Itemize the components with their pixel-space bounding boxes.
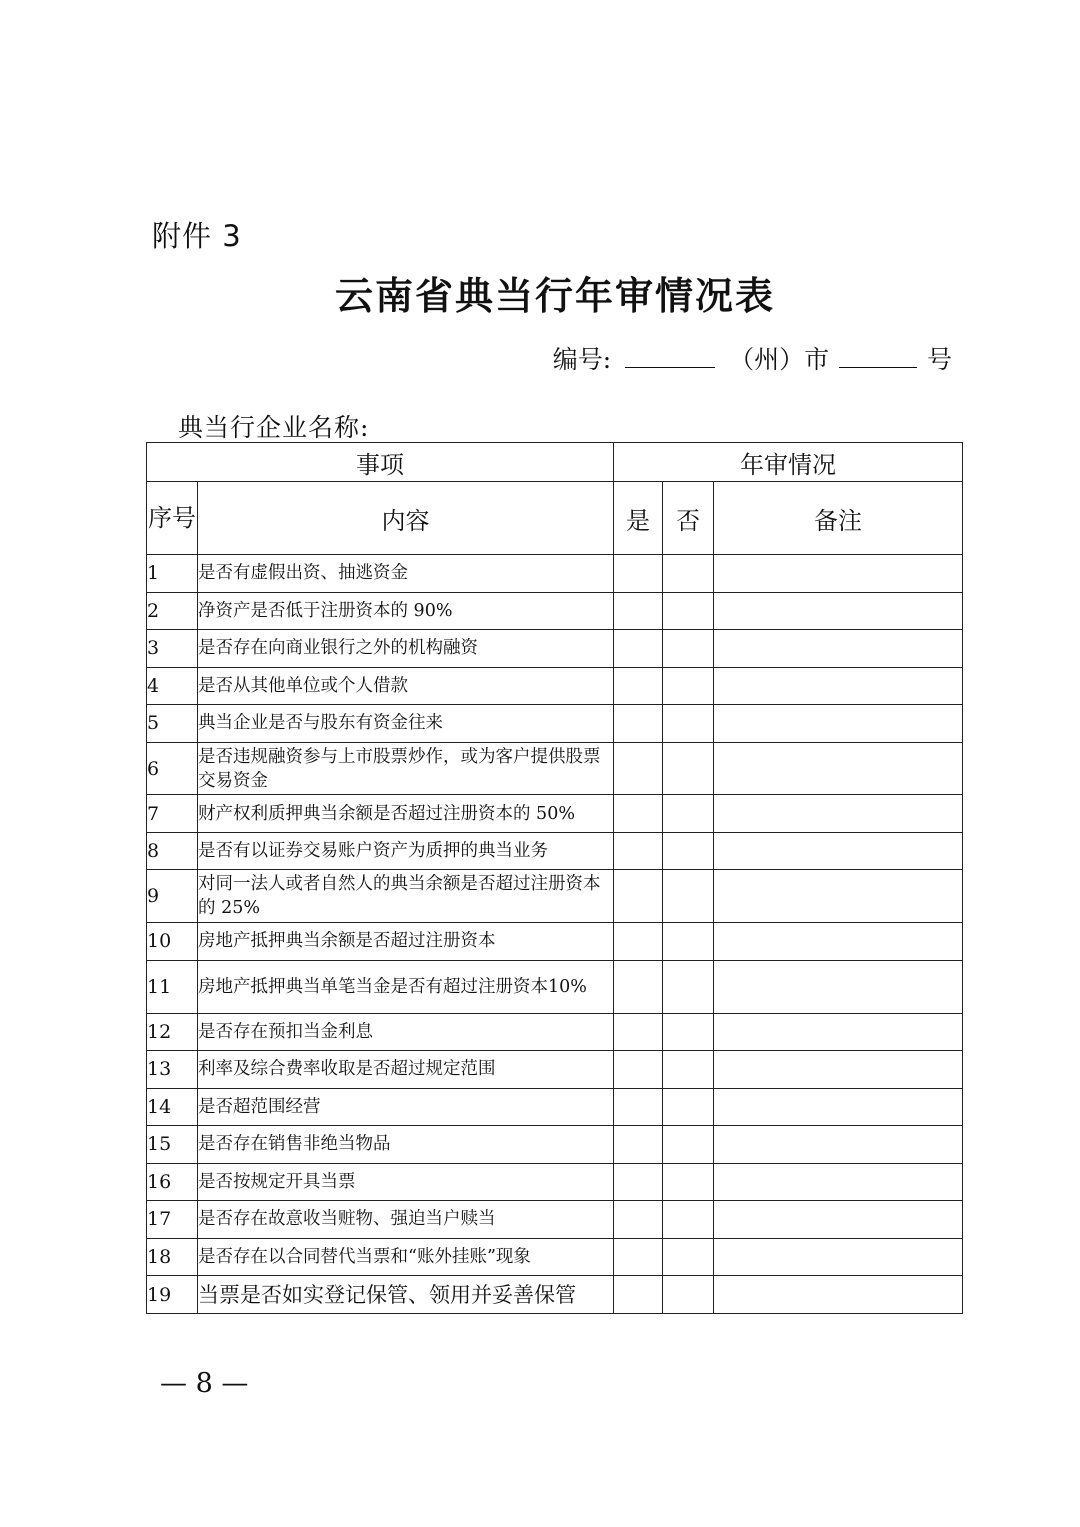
yes-cell[interactable] bbox=[614, 832, 663, 870]
table-row bbox=[147, 1126, 963, 1164]
attachment-label: 附件 3 bbox=[152, 219, 242, 253]
remarks-cell[interactable] bbox=[714, 705, 963, 743]
table-row bbox=[147, 1238, 963, 1276]
yes-cell[interactable] bbox=[614, 1126, 663, 1164]
yes-cell[interactable] bbox=[614, 1238, 663, 1276]
yes-cell[interactable] bbox=[614, 1276, 663, 1314]
row-number: 8 bbox=[147, 832, 198, 870]
yes-cell[interactable] bbox=[614, 592, 663, 630]
no-cell[interactable] bbox=[663, 667, 714, 705]
remarks-cell[interactable] bbox=[714, 960, 963, 1013]
yes-cell[interactable] bbox=[614, 1051, 663, 1089]
no-cell[interactable] bbox=[663, 795, 714, 833]
no-cell[interactable] bbox=[663, 1051, 714, 1089]
no-cell[interactable] bbox=[663, 742, 714, 795]
no-cell[interactable] bbox=[663, 832, 714, 870]
table-row bbox=[147, 1163, 963, 1201]
table-body bbox=[147, 555, 963, 1314]
row-content: 是否按规定开具当票 bbox=[198, 1163, 614, 1201]
row-number: 17 bbox=[147, 1201, 198, 1239]
row-number: 13 bbox=[147, 1051, 198, 1089]
no-cell[interactable] bbox=[663, 592, 714, 630]
document-title: 云南省典当行年审情况表 bbox=[334, 273, 775, 318]
remarks-cell[interactable] bbox=[714, 1051, 963, 1089]
remarks-cell[interactable] bbox=[714, 870, 963, 923]
table-row bbox=[147, 1201, 963, 1239]
row-content: 房地产抵押典当余额是否超过注册资本 bbox=[198, 923, 614, 961]
annual-review-table bbox=[146, 442, 963, 1314]
remarks-cell[interactable] bbox=[714, 1126, 963, 1164]
annual-review-group-header: 年审情况 bbox=[614, 443, 963, 482]
row-number: 1 bbox=[147, 555, 198, 593]
row-number: 9 bbox=[147, 870, 198, 923]
numbering-line bbox=[553, 340, 952, 376]
row-content: 对同一法人或者自然人的典当余额是否超过注册资本的 25% bbox=[198, 870, 614, 923]
remarks-cell[interactable] bbox=[714, 795, 963, 833]
yes-cell[interactable] bbox=[614, 870, 663, 923]
remarks-cell[interactable] bbox=[714, 1163, 963, 1201]
row-content: 典当企业是否与股东有资金往来 bbox=[198, 705, 614, 743]
row-content: 利率及综合费率收取是否超过规定范围 bbox=[198, 1051, 614, 1089]
remarks-cell[interactable] bbox=[714, 592, 963, 630]
no-cell[interactable] bbox=[663, 1201, 714, 1239]
table-row bbox=[147, 1088, 963, 1126]
row-number: 7 bbox=[147, 795, 198, 833]
row-content: 当票是否如实登记保管、领用并妥善保管 bbox=[198, 1276, 614, 1314]
table-row bbox=[147, 592, 963, 630]
table-row bbox=[147, 795, 963, 833]
row-number: 11 bbox=[147, 960, 198, 1013]
yes-cell[interactable] bbox=[614, 1013, 663, 1051]
row-number: 19 bbox=[147, 1276, 198, 1314]
no-column-header: 否 bbox=[663, 482, 714, 555]
remarks-cell[interactable] bbox=[714, 742, 963, 795]
items-group-header: 事项 bbox=[147, 443, 614, 482]
state-blank[interactable] bbox=[625, 345, 715, 368]
company-name-label: 典当行企业名称: bbox=[178, 413, 370, 442]
table-row bbox=[147, 1051, 963, 1089]
no-cell[interactable] bbox=[663, 1088, 714, 1126]
row-number: 16 bbox=[147, 1163, 198, 1201]
remarks-cell[interactable] bbox=[714, 555, 963, 593]
table-row bbox=[147, 705, 963, 743]
row-content: 是否超范围经营 bbox=[198, 1088, 614, 1126]
table-row bbox=[147, 960, 963, 1013]
no-cell[interactable] bbox=[663, 630, 714, 668]
yes-cell[interactable] bbox=[614, 795, 663, 833]
numbering-state-label: （州）市 bbox=[729, 345, 830, 374]
row-number: 14 bbox=[147, 1088, 198, 1126]
remarks-cell[interactable] bbox=[714, 923, 963, 961]
row-number: 15 bbox=[147, 1126, 198, 1164]
yes-cell[interactable] bbox=[614, 705, 663, 743]
row-number: 6 bbox=[147, 742, 198, 795]
row-content: 净资产是否低于注册资本的 90% bbox=[198, 592, 614, 630]
remarks-cell[interactable] bbox=[714, 667, 963, 705]
row-number: 4 bbox=[147, 667, 198, 705]
table-row bbox=[147, 1276, 963, 1314]
remarks-cell[interactable] bbox=[714, 832, 963, 870]
no-cell[interactable] bbox=[663, 870, 714, 923]
no-cell[interactable] bbox=[663, 555, 714, 593]
yes-cell[interactable] bbox=[614, 1088, 663, 1126]
row-content: 是否有以证券交易账户资产为质押的典当业务 bbox=[198, 832, 614, 870]
row-number: 10 bbox=[147, 923, 198, 961]
numbering-prefix: 编号: bbox=[552, 345, 612, 374]
yes-cell[interactable] bbox=[614, 1163, 663, 1201]
row-number: 3 bbox=[147, 630, 198, 668]
row-content: 是否有虚假出资、抽逃资金 bbox=[198, 555, 614, 593]
no-cell[interactable] bbox=[663, 1163, 714, 1201]
table-row bbox=[147, 555, 963, 593]
no-cell[interactable] bbox=[663, 923, 714, 961]
row-content: 是否存在预扣当金利息 bbox=[198, 1013, 614, 1051]
page-number: — 8 — bbox=[160, 1368, 249, 1399]
remarks-cell[interactable] bbox=[714, 1201, 963, 1239]
row-content: 是否违规融资参与上市股票炒作，或为客户提供股票交易资金 bbox=[198, 742, 614, 795]
table-row bbox=[147, 870, 963, 923]
row-content: 财产权利质押典当余额是否超过注册资本的 50% bbox=[198, 795, 614, 833]
row-content: 是否存在故意收当赃物、强迫当户赎当 bbox=[198, 1201, 614, 1239]
remarks-cell[interactable] bbox=[714, 1276, 963, 1314]
table-row bbox=[147, 832, 963, 870]
row-number: 5 bbox=[147, 705, 198, 743]
yes-cell[interactable] bbox=[614, 960, 663, 1013]
remarks-cell[interactable] bbox=[714, 1238, 963, 1276]
row-content: 房地产抵押典当单笔当金是否有超过注册资本10% bbox=[198, 960, 614, 1013]
row-content: 是否从其他单位或个人借款 bbox=[198, 667, 614, 705]
yes-cell[interactable] bbox=[614, 667, 663, 705]
yes-column-header: 是 bbox=[614, 482, 663, 555]
no-cell[interactable] bbox=[663, 1013, 714, 1051]
no-cell[interactable] bbox=[663, 1126, 714, 1164]
no-cell[interactable] bbox=[663, 705, 714, 743]
yes-cell[interactable] bbox=[614, 742, 663, 795]
yes-cell[interactable] bbox=[614, 1201, 663, 1239]
yes-cell[interactable] bbox=[614, 630, 663, 668]
numbering-suffix: 号 bbox=[926, 345, 952, 374]
table-row bbox=[147, 1013, 963, 1051]
row-content: 是否存在向商业银行之外的机构融资 bbox=[198, 630, 614, 668]
row-number: 18 bbox=[147, 1238, 198, 1276]
number-blank[interactable] bbox=[839, 345, 917, 368]
table-row bbox=[147, 923, 963, 961]
table-row bbox=[147, 667, 963, 705]
table-row bbox=[147, 742, 963, 795]
yes-cell[interactable] bbox=[614, 555, 663, 593]
remarks-cell[interactable] bbox=[714, 1088, 963, 1126]
row-number: 12 bbox=[147, 1013, 198, 1051]
yes-cell[interactable] bbox=[614, 923, 663, 961]
no-cell[interactable] bbox=[663, 1238, 714, 1276]
table-row bbox=[147, 630, 963, 668]
row-content: 是否存在销售非绝当物品 bbox=[198, 1126, 614, 1164]
no-cell[interactable] bbox=[663, 960, 714, 1013]
remarks-column-header: 备注 bbox=[714, 482, 963, 555]
content-column-header: 内容 bbox=[198, 482, 614, 555]
seq-column-header: 序号 bbox=[147, 482, 198, 555]
remarks-cell[interactable] bbox=[714, 630, 963, 668]
no-cell[interactable] bbox=[663, 1276, 714, 1314]
remarks-cell[interactable] bbox=[714, 1013, 963, 1051]
row-number: 2 bbox=[147, 592, 198, 630]
row-content: 是否存在以合同替代当票和“账外挂账”现象 bbox=[198, 1238, 614, 1276]
